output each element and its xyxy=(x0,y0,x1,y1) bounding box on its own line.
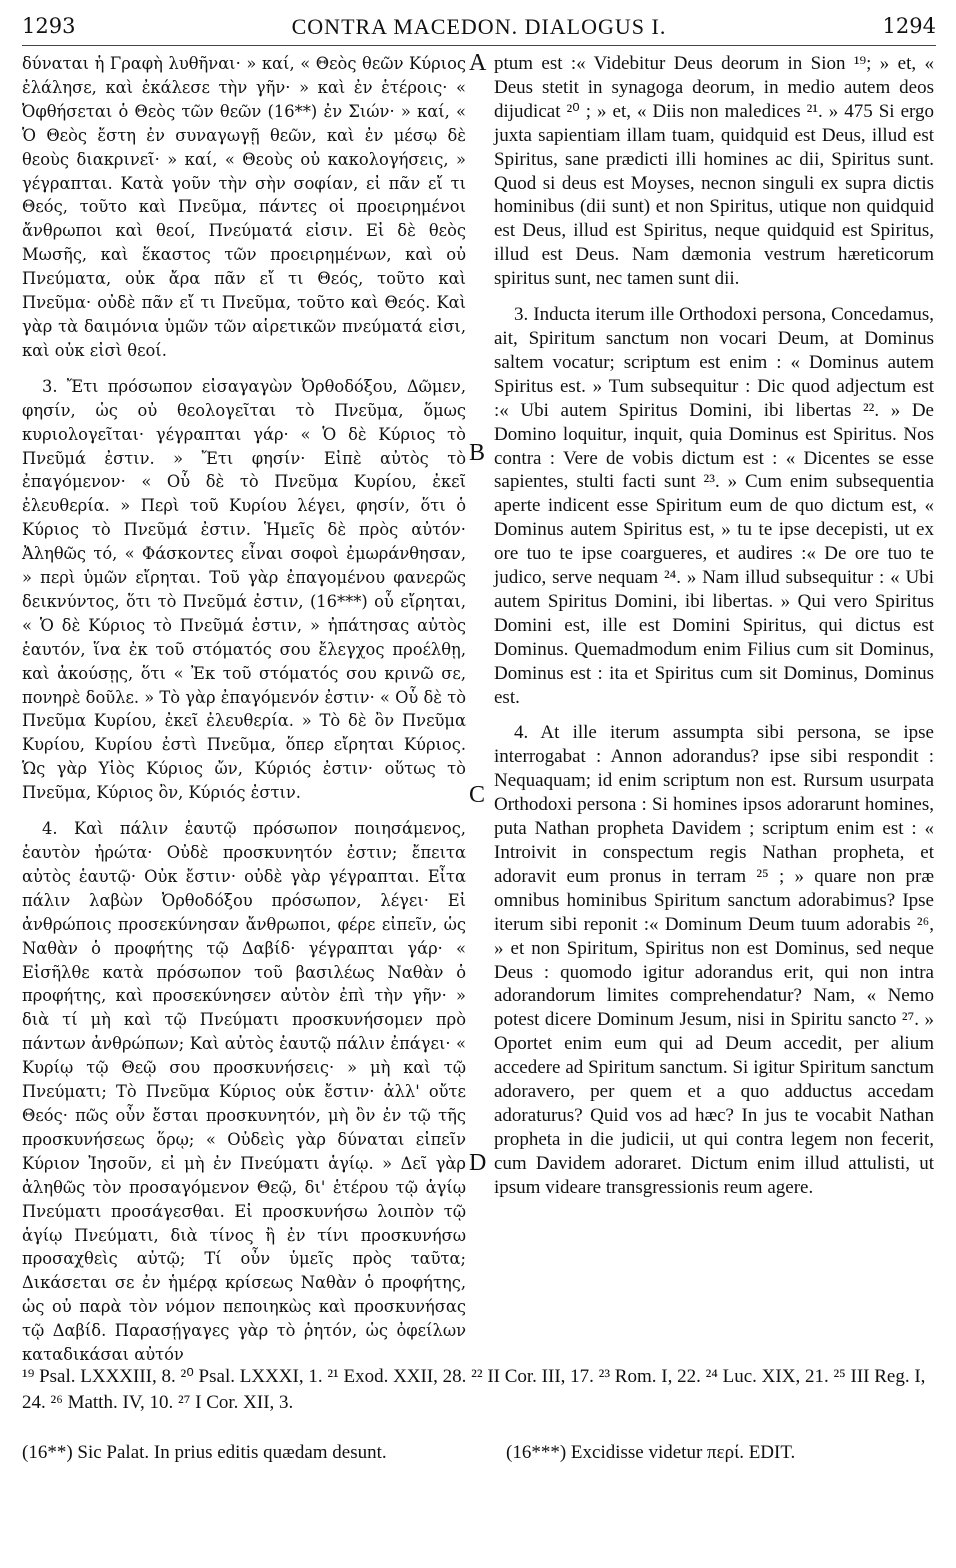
header-rule xyxy=(22,45,936,46)
margin-marker-b: B xyxy=(469,440,486,466)
editor-note-right: (16***) Excidisse videtur περί. EDIT. xyxy=(506,1442,796,1463)
margin-marker-c: C xyxy=(469,782,486,808)
greek-paragraph-3: 3. Ἔτι πρόσωπον εἰσαγαγὼν Ὀρθοδόξου, Δῶμεν, φησίν, ὡς οὐ θεολογεῖται τὸ Πνεῦμα, ὅμως κυριολογεῖται· γέγραπται γάρ· « Ὁ δὲ Κύριος τὸ Πνεῦμά ἐστιν. » Ἔτι φησίν· Εἰπὲ αὐτὸς τὸ ἐπαγόμενον· « Οὗ δὲ τὸ Πνεῦμα Κυρίου, ἐκεῖ ἐλευθερία. » Περὶ τοῦ Κυρίου λέγει, φησίν, ὅτι ὁ Κύριος τὸ Πνεῦμά ἐστιν. Ἡμεῖς δὲ πρὸς αὐτόν· Ἀληθῶς τό, « Φάσκοντες εἶναι σοφοὶ ἐμωράνθησαν, » περὶ ὑμῶν εἴρηται. Τοῦ γὰρ ἐπαγομένου φανερῶς δεικνύντος, ὅτι τὸ Πνεῦμά ἐστιν, (16***) οὗ εἴρηται, « Ὁ δὲ Κύριος τὸ Πνεῦμά ἐστιν, » ἠπάτησας αὐτὸς ἑαυτόν, ἵνα ἐκ τοῦ στόματός σου ἔλεγχος προέλθῃ, καὶ ἀκούσῃς, ὅτι « Ἐκ τοῦ στόματός σου κρινῶ σε, πονηρὲ δοῦλε. » Τὸ γὰρ ἐπαγόμενόν ἐστιν· « Οὗ δὲ τὸ Πνεῦμα Κυρίου, ἐκεῖ ἐλευθερία. » Τὸ δὲ ὂν Πνεῦμα Κυρίου, Κυρίου ἐστὶ Πνεῦμα, ὅπερ εἴρηται Κύριος. Ὡς γὰρ Υἱὸς Κύριος ὤν, Κύριός ἐστιν· οὕτως τὸ Πνεῦμα, Κύριος ὂν, Κύριός ἐστιν. xyxy=(22,376,467,803)
greek-paragraph-1: δύναται ἡ Γραφὴ λυθῆναι· » καί, « Θεὸς θεῶν Κύριος ἐλάλησε, καὶ ἐκάλεσε τὴν γῆν· » καὶ ἐν ἑτέροις· « Ὀφθήσεται ὁ Θεὸς τῶν θεῶν (16**) ἐν Σιών· » καί, « Ὁ Θεὸς ἔστη ἐν συναγωγῇ θεῶν, καὶ ἐν μέσῳ δὲ θεοὺς διακρινεῖ· » καί, « Θεοὺς οὐ κακολογήσεις, » γέγραπται. Κατὰ γοῦν τὴν σὴν σοφίαν, εἰ πᾶν εἴ τι Θεός, τοῦτο καὶ Πνεῦμα, πάντες οἱ προειρημένοι ἄνθρωποι καὶ θεοί, Πνεύματά εἰσιν. Εἰ δὲ θεὸς Μωσῆς, καὶ ἕκαστος τῶν προειρημένων, καὶ οὐ Πνεύματα, οὐκ ἄρα πᾶν εἴ τι Θεός, τοῦτο καὶ Πνεῦμα· οὐδὲ πᾶν εἴ τι Πνεῦμα, τοῦτο καὶ Θεός. Καὶ γὰρ τὰ δαιμόνια ὑμῶν τῶν αἱρετικῶν πνεύματά εἰσι, καὶ οὐκ εἰσὶ θεοί. xyxy=(22,54,466,360)
page-number-left: 1293 xyxy=(22,14,76,38)
margin-marker-a: A xyxy=(469,50,487,76)
editor-notes xyxy=(22,1442,936,1472)
latin-paragraph-3: 3. Inducta iterum ille Orthodoxi persona, Concedamus, ait, Spiritum sanctum non vocari Deum, at Dominus saltem vocatur; scriptum est enim : « Dominus autem Spiritus est. » Tum subsequitur : Dic quod adjectum est :« Ubi autem Spiritus Domini, ibi libertas ²². » De Domino loquitur, inquit, quia Dominus est Spiritus. Nos contra : Vere de vobis dictum est : « Dicentes se esse sapientes, stulti facti sunt ²³. » Cum enim subsequentia aperte indicent esse Spiritum eum de quo dictum est, « Dominus autem Spiritus est, » tu te ipse decepisti, ut ex ore tuo te ipse coargueres, et audires :« De ore tuo te judico, serve nequam ²⁴. » Nam illud subsequitur : « Ubi autem Spiritus Domini, ibi libertas. » Qui vero Spiritus Domini est, ille est Domini Spiritus, qui dictus est Dominus. Quemadmodum enim Filius cum sit Dominus, Dominus est : ita et Spiritus cum sit Dominus, Dominus est. xyxy=(494,304,934,708)
running-title: CONTRA MACEDON. DIALOGUS I. xyxy=(291,14,667,39)
editor-note-left: (16**) Sic Palat. In prius editis quædam desunt. xyxy=(22,1442,387,1463)
running-header xyxy=(22,14,936,44)
margin-marker-d: D xyxy=(469,1150,487,1176)
greek-paragraph-4: 4. Καὶ πάλιν ἑαυτῷ πρόσωπον ποιησάμενος, ἑαυτὸν ἠρώτα· Οὐδὲ προσκυνητόν ἐστιν; ἔπειτα αὐτὸς ἑαυτῷ· Οὐκ ἔστιν· οὐδὲ γὰρ γέγραπται. Εἶτα πάλιν λαβὼν Ὀρθοδόξου πρόσωπον, λέγει· Εἰ ἀνθρώποις προσεκύνησαν ἄνθρωποι, φέρε εἰπεῖν, ὡς Ναθὰν ὁ προφήτης τῷ Δαβίδ· γέγραπται γάρ· « Εἰσῆλθε κατὰ πρόσωπον τοῦ βασιλέως Ναθὰν ὁ προφήτης, καὶ προσεκύνησεν αὐτὸν ἐπὶ τὴν γῆν· » διὰ τί μὴ καὶ τῷ Πνεύματι προσκυνήσομεν πρὸ πάντων ἀνθρώπων; Καὶ αὐτὸς ἑαυτῷ πάλιν ἐπάγει· « Κυρίῳ τῷ Θεῷ σου προσκυνήσεις· » μὴ καὶ τῷ Πνεύματι; Τὸ Πνεῦμα Κύριος οὐκ ἔστιν· ἀλλ' οὔτε Θεός· πῶς οὖν ἔσται προσκυνητόν, μὴ ὂν ἐν τῷ τῆς προσκυνήσεως ὅρῳ; « Οὐδεὶς γὰρ δύναται εἰπεῖν Κύριον Ἰησοῦν, εἰ μὴ ἐν Πνεύματι ἁγίῳ. » Δεῖ γὰρ ἀληθῶς τὸν προσαγόμενον Θεῷ, δι' ἑτέρου τῷ ἁγίῳ Πνεύματι προσάγεσθαι. Εἰ προσκυνήσω λοιπὸν τῷ ἁγίῳ Πνεύματι, διὰ τίνος ἢ ἐν τίνι προσκυνήσω προσαχθεὶς αὐτῷ; Τί οὖν ὑμεῖς πρὸς ταῦτα; Δικάσεται σε ἐν ἡμέρᾳ κρίσεως Ναθὰν ὁ προφήτης, ὡς οὐ παρὰ τὸν νόμον πεποιηκὼς καὶ προσκυνήσας τῷ Δαβίδ. Παρασῄγαγες γὰρ τὸ ῥητόν, ὡς ὀφείλων καταδικάσαι αὐτόν xyxy=(22,819,466,1365)
scripture-footnotes: ¹⁹ Psal. LXXXIII, 8. ²⁰ Psal. LXXXI, 1. ²¹ Exod. XXII, 28. ²² II Cor. III, 17. ²³ Rom. I, 22. ²⁴ Luc. XIX, 21. ²⁵ III Reg. I, 24. ²⁶ Matth. IV, 10. ²⁷ I Cor. XII, 3. xyxy=(22,1366,926,1413)
page-number-right: 1294 xyxy=(882,14,936,38)
latin-paragraph-1: ptum est :« Videbitur Deus deorum in Sion ¹⁹; » et, « Deus stetit in synagoga deorum, in medio autem deos dijudicat ²⁰ ; » et, « Diis non maledices ²¹. » 475 Si ergo juxta sapientiam illam tuam, quidquid est Deus, illud est Spiritus, sane prædicti illi homines ac dii, Spiritus sunt. Quod si deus est Moyses, necnon singuli ex supra dictis hominibus (dii sunt) et non Spiritus, utique non quidquid est Deus, illud est Spiritus, neque quidquid est Spiritus, illud est Deus. Nam dæmonia vestrum hæreticorum spiritus sunt, nec tamen sunt dii. xyxy=(494,53,934,290)
latin-paragraph-4: 4. At ille iterum assumpta sibi persona, se ipse interrogabat : Annon adorandus? ipse sibi respondit : Nequaquam; id enim scriptum non est. Rursum usurpata Orthodoxi persona : Si homines ipsos adorarunt homines, puta Nathan propheta Davidem ; scriptum enim est : « Introivit in conspectum regis Nathan propheta, et adoravit eum pronus in terram ²⁵ ; » quare non præ omnibus hominibus Spiritum sanctum adorabimus? Ipse iterum sibi reponit :« Dominum Deum tuum adorabis ²⁶, » et non Spiritum, Spiritus non est Dominus, sed neque Deus : quomodo igitur adorandus erit, qui non intra adorandorum limites comprehendatur? Nam, « Nemo potest dicere Dominum Jesum, nisi in Spiritu sancto ²⁷. » Oportet enim eum qui ad Deum accedit, per alium accedere ad Spiritum sanctum. Si igitur Spiritum sanctum adoravero, per quem et a quo adductus accedam adoraturus? Quid vos ad hæc? In jus te vocabit Nathan propheta in die judicii, ut qui contra legem non fecerit, cum Davidem adoraret. Dictum enim illud attulisti, ut ipsum videare transgressionis reum agere. xyxy=(494,722,934,1198)
greek-column xyxy=(22,52,466,1367)
latin-column xyxy=(494,52,934,1200)
